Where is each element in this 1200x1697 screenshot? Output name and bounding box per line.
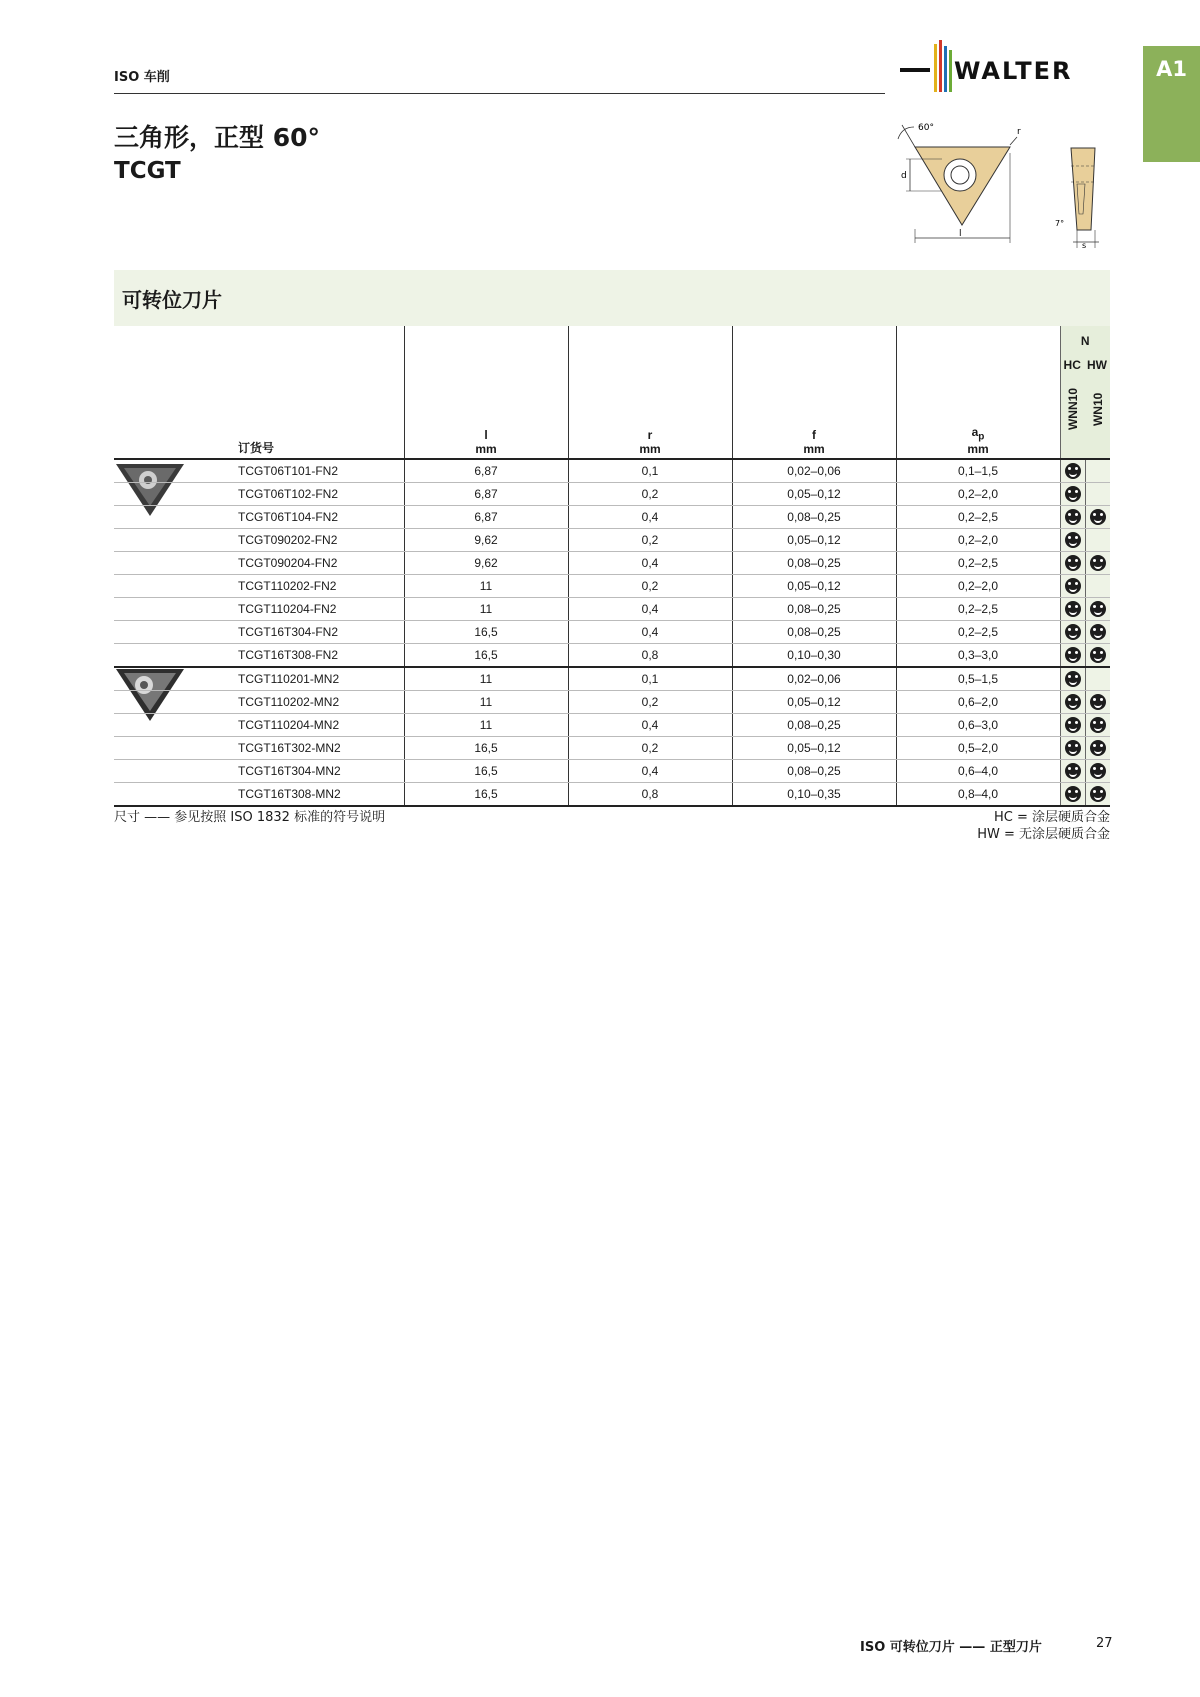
legend-hw: HW = 无涂层硬质合金: [977, 827, 1110, 842]
walter-logo: [900, 40, 1110, 96]
insert-table: [114, 326, 1110, 807]
hw-grade-cell: [1085, 783, 1110, 807]
page-title: 三角形，正型 60°: [114, 123, 320, 152]
grade-hc-label: WNN10: [1065, 388, 1080, 431]
r-cell: 0,4: [568, 598, 732, 621]
table-row: [114, 783, 1110, 807]
table-row: [114, 667, 1110, 691]
radius-label: r: [1017, 127, 1021, 137]
ap-cell: 0,2–2,0: [896, 575, 1060, 598]
page-footer: ISO 可转位刀片 —— 正型刀片: [860, 1640, 1042, 1655]
ap-header: $a_p$ mm: [896, 326, 1060, 459]
grade-suitability-icon: [1065, 717, 1081, 733]
ap-cell: 0,2–2,0: [896, 483, 1060, 506]
image-cell: [114, 644, 234, 668]
hw-grade-cell: [1085, 552, 1110, 575]
table-row: [114, 506, 1110, 529]
ap-cell: 0,5–2,0: [896, 737, 1060, 760]
image-cell: [114, 737, 234, 760]
grade-suitability-icon: [1065, 463, 1081, 479]
f-cell: 0,02–0,06: [732, 667, 896, 691]
order-no-cell: TCGT110202-MN2: [234, 691, 404, 714]
f-cell: 0,05–0,12: [732, 483, 896, 506]
hc-grade-cell: [1060, 760, 1085, 783]
grade-suitability-icon: [1090, 786, 1106, 802]
hc-grade-cell: [1060, 667, 1085, 691]
l-cell: 16,5: [404, 621, 568, 644]
ap-cell: 0,2–2,5: [896, 598, 1060, 621]
s-label: s: [1082, 241, 1087, 250]
section-title: 可转位刀片: [122, 288, 222, 312]
order-no-cell: TCGT06T101-FN2: [234, 459, 404, 483]
section-tab: A1: [1143, 46, 1200, 162]
order-no-cell: TCGT16T308-FN2: [234, 644, 404, 668]
f-cell: 0,08–0,25: [732, 552, 896, 575]
l-cell: 11: [404, 575, 568, 598]
hw-grade-cell: [1085, 575, 1110, 598]
clearance-label: 7°: [1055, 219, 1065, 228]
order-no-cell: TCGT110204-MN2: [234, 714, 404, 737]
f-cell: 0,05–0,12: [732, 575, 896, 598]
header-rule: [114, 93, 885, 94]
l-cell: 6,87: [404, 483, 568, 506]
image-cell: [114, 459, 234, 483]
hw-label: HW: [1086, 358, 1107, 372]
brand-text: WALTER: [954, 57, 1073, 85]
ap-cell: 0,5–1,5: [896, 667, 1060, 691]
f-cell: 0,05–0,12: [732, 691, 896, 714]
grade-suitability-icon: [1065, 509, 1081, 525]
f-header: f mm: [732, 326, 896, 459]
l-cell: 16,5: [404, 783, 568, 807]
grade-hw-label: WN10: [1090, 392, 1105, 426]
r-cell: 0,2: [568, 737, 732, 760]
grade-suitability-icon: [1065, 647, 1081, 663]
table-row: [114, 691, 1110, 714]
hw-grade-cell: [1085, 737, 1110, 760]
l-cell: 9,62: [404, 529, 568, 552]
table-row: [114, 483, 1110, 506]
r-cell: 0,2: [568, 483, 732, 506]
order-no-cell: TCGT06T104-FN2: [234, 506, 404, 529]
image-cell: [114, 598, 234, 621]
ap-cell: 0,1–1,5: [896, 459, 1060, 483]
f-cell: 0,08–0,25: [732, 621, 896, 644]
order-no-cell: TCGT090202-FN2: [234, 529, 404, 552]
insert-side-view-diagram: [1055, 144, 1115, 250]
l-cell: 11: [404, 714, 568, 737]
ap-cell: 0,3–3,0: [896, 644, 1060, 668]
l-cell: 11: [404, 691, 568, 714]
grade-header: [1060, 326, 1110, 459]
ap-cell: 0,2–2,5: [896, 621, 1060, 644]
hc-grade-cell: [1060, 483, 1085, 506]
r-cell: 0,4: [568, 621, 732, 644]
grade-suitability-icon: [1065, 486, 1081, 502]
hw-grade-cell: [1085, 506, 1110, 529]
l-cell: 11: [404, 667, 568, 691]
ap-cell: 0,2–2,5: [896, 552, 1060, 575]
grade-suitability-icon: [1065, 740, 1081, 756]
image-cell: [114, 714, 234, 737]
hc-grade-cell: [1060, 714, 1085, 737]
r-cell: 0,1: [568, 667, 732, 691]
l-cell: 11: [404, 598, 568, 621]
hc-grade-cell: [1060, 575, 1085, 598]
hc-grade-cell: [1060, 529, 1085, 552]
table-row: [114, 621, 1110, 644]
hc-grade-cell: [1060, 783, 1085, 807]
l-cell: 6,87: [404, 459, 568, 483]
d-label: d: [901, 171, 907, 181]
hc-grade-cell: [1060, 621, 1085, 644]
section-header-bar: [114, 270, 1110, 326]
grade-suitability-icon: [1090, 647, 1106, 663]
f-cell: 0,10–0,30: [732, 644, 896, 668]
hc-grade-cell: [1060, 459, 1085, 483]
f-cell: 0,02–0,06: [732, 459, 896, 483]
order-no-cell: TCGT16T308-MN2: [234, 783, 404, 807]
table-body: [114, 459, 1110, 806]
image-cell: [114, 575, 234, 598]
f-cell: 0,08–0,25: [732, 506, 896, 529]
r-cell: 0,1: [568, 459, 732, 483]
hc-grade-cell: [1060, 691, 1085, 714]
table-row: [114, 459, 1110, 483]
hw-grade-cell: [1085, 760, 1110, 783]
grade-suitability-icon: [1065, 671, 1081, 687]
order-no-cell: TCGT090204-FN2: [234, 552, 404, 575]
hc-label: HC: [1063, 358, 1081, 372]
table-row: [114, 598, 1110, 621]
table-row: [114, 552, 1110, 575]
hw-grade-cell: [1085, 598, 1110, 621]
r-cell: 0,2: [568, 529, 732, 552]
grade-suitability-icon: [1090, 763, 1106, 779]
hc-grade-cell: [1060, 552, 1085, 575]
f-cell: 0,05–0,12: [732, 529, 896, 552]
r-cell: 0,2: [568, 575, 732, 598]
hw-grade-cell: [1085, 644, 1110, 668]
f-cell: 0,08–0,25: [732, 598, 896, 621]
hc-grade-cell: [1060, 598, 1085, 621]
hc-grade-cell: [1060, 506, 1085, 529]
order-no-cell: TCGT06T102-FN2: [234, 483, 404, 506]
r-header: r mm: [568, 326, 732, 459]
table-row: [114, 714, 1110, 737]
r-cell: 0,2: [568, 691, 732, 714]
page-number: 27: [1096, 1636, 1113, 1651]
order-no-cell: TCGT16T302-MN2: [234, 737, 404, 760]
image-cell: [114, 760, 234, 783]
r-cell: 0,8: [568, 644, 732, 668]
grade-suitability-icon: [1065, 532, 1081, 548]
f-cell: 0,10–0,35: [732, 783, 896, 807]
table-row: [114, 644, 1110, 668]
dimension-footnote: 尺寸 —— 参见按照 ISO 1832 标准的符号说明: [114, 810, 386, 825]
image-cell: [114, 529, 234, 552]
insert-top-view-diagram: [880, 117, 1030, 252]
order-no-cell: TCGT110204-FN2: [234, 598, 404, 621]
grade-suitability-icon: [1065, 786, 1081, 802]
ap-cell: 0,8–4,0: [896, 783, 1060, 807]
grade-suitability-icon: [1090, 601, 1106, 617]
table-row: [114, 529, 1110, 552]
ap-cell: 0,2–2,5: [896, 506, 1060, 529]
ap-cell: 0,6–2,0: [896, 691, 1060, 714]
image-cell: [114, 483, 234, 506]
table-row: [114, 737, 1110, 760]
image-cell: [114, 667, 234, 691]
f-cell: 0,08–0,25: [732, 760, 896, 783]
order-no-header: 订货号: [234, 326, 404, 459]
hw-grade-cell: [1085, 483, 1110, 506]
grade-suitability-icon: [1065, 763, 1081, 779]
grade-suitability-icon: [1090, 509, 1106, 525]
r-cell: 0,4: [568, 552, 732, 575]
r-cell: 0,4: [568, 506, 732, 529]
image-cell: [114, 783, 234, 807]
l-cell: 9,62: [404, 552, 568, 575]
order-no-cell: TCGT16T304-MN2: [234, 760, 404, 783]
table-row: [114, 760, 1110, 783]
order-no-cell: TCGT110201-MN2: [234, 667, 404, 691]
r-cell: 0,8: [568, 783, 732, 807]
l-cell: 16,5: [404, 737, 568, 760]
hw-grade-cell: [1085, 691, 1110, 714]
l-header: l mm: [404, 326, 568, 459]
r-cell: 0,4: [568, 760, 732, 783]
legend-hc: HC = 涂层硬质合金: [993, 810, 1110, 825]
hw-grade-cell: [1085, 714, 1110, 737]
hw-grade-cell: [1085, 667, 1110, 691]
group-label: N: [1080, 334, 1090, 348]
f-cell: 0,08–0,25: [732, 714, 896, 737]
image-cell: [114, 506, 234, 529]
grade-suitability-icon: [1090, 740, 1106, 756]
image-cell: [114, 691, 234, 714]
ap-cell: 0,6–4,0: [896, 760, 1060, 783]
l-label: l: [959, 229, 962, 239]
image-cell: [114, 621, 234, 644]
r-cell: 0,4: [568, 714, 732, 737]
image-cell: [114, 552, 234, 575]
hw-grade-cell: [1085, 621, 1110, 644]
grade-suitability-icon: [1065, 555, 1081, 571]
image-column-header: [114, 326, 234, 459]
ap-cell: 0,6–3,0: [896, 714, 1060, 737]
grade-suitability-icon: [1090, 694, 1106, 710]
grade-suitability-icon: [1065, 694, 1081, 710]
table-header-row: [114, 326, 1110, 459]
hc-grade-cell: [1060, 644, 1085, 668]
hc-grade-cell: [1060, 737, 1085, 760]
grade-suitability-icon: [1090, 555, 1106, 571]
angle-label: 60°: [918, 123, 934, 133]
grade-suitability-icon: [1065, 601, 1081, 617]
hw-grade-cell: [1085, 529, 1110, 552]
grade-suitability-icon: [1090, 624, 1106, 640]
l-cell: 6,87: [404, 506, 568, 529]
f-cell: 0,05–0,12: [732, 737, 896, 760]
grade-suitability-icon: [1065, 624, 1081, 640]
l-cell: 16,5: [404, 760, 568, 783]
order-no-cell: TCGT110202-FN2: [234, 575, 404, 598]
hw-grade-cell: [1085, 459, 1110, 483]
order-no-cell: TCGT16T304-FN2: [234, 621, 404, 644]
page-subtitle: TCGT: [114, 158, 181, 184]
ap-cell: 0,2–2,0: [896, 529, 1060, 552]
running-head: ISO 车削: [114, 70, 170, 85]
table-row: [114, 575, 1110, 598]
grade-suitability-icon: [1065, 578, 1081, 594]
l-cell: 16,5: [404, 644, 568, 668]
grade-suitability-icon: [1090, 717, 1106, 733]
